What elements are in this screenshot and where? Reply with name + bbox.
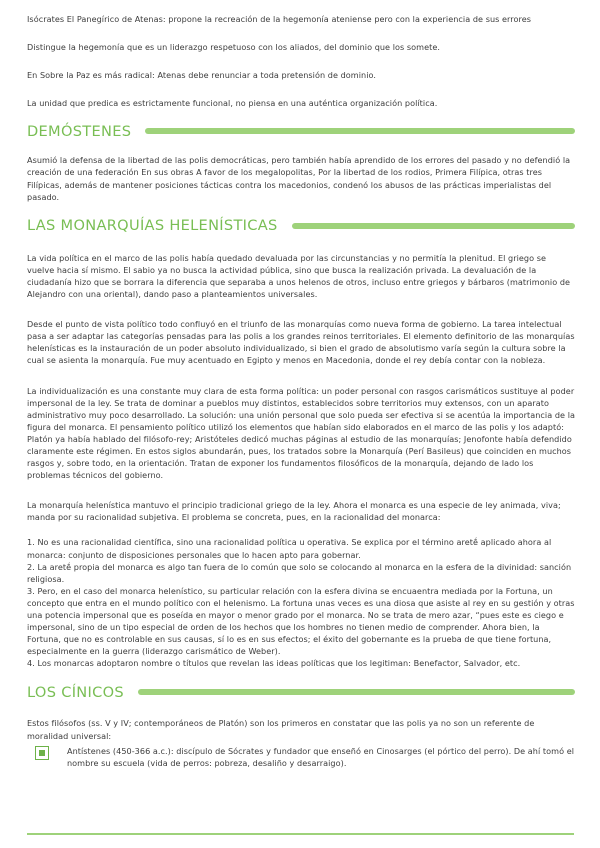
- section-rule: [138, 689, 575, 695]
- checkbox-bullet-icon: [35, 746, 49, 760]
- section-title-demostenes: DEMÓSTENES: [27, 122, 132, 140]
- monarquias-paragraph-3: La individualización es una constante muy clara de esta forma política: un poder personal con rasgos carismáticos sustituye al poder impersonal de la ley. Se trata de dominar a pueblos muy distintos, establecidos sobre territorios muy extensos, con un aparato administrativo muy poco desarrollado. La solución: una unión personal que solo pueda ser efectiva si se acentúa la importancia de la figura del monarca. El pensamiento político utilizó los elementos que habían sido elaborados en el marco de las polis y los adaptó: Platón ya había hablado del filósofo-rey; Aristóteles dedicó muchas páginas al estudio de las monarquías; Jenofonte había defendido claramente este régimen. En estos siglos abundarán, pues, los tratados sobre la Monarquía (Perí Basileus) que coinciden en muchos rasgos y, sobre todo, en la orientación. Tratan de exponer los fundamentos filosóficos de la monarquía, dejando de lado los problemas técnicos del gobierno.: [27, 385, 576, 481]
- list-item: 4. Los monarcas adoptaron nombre o títulos que revelan las ideas políticas que los legitiman: Benefactor, Salvador, etc.: [27, 658, 521, 669]
- section-header-monarquias: [27, 213, 575, 239]
- document-page: [27, 13, 575, 769]
- monarquias-paragraph-2: Desde el punto de vista político todo confluyó en el triunfo de las monarquías como nueva forma de gobierno. La tarea intelectual pasa a ser adaptar las categorías pensadas para las polis a los grandes reinos territoriales. El elemento definitorio de las monarquías helenísticas es la instauración de un poder absoluto individualizado, si bien el grado de absolutismo varía según la cultura sobre la cual se asienta la monarquía. Fue muy acentuado en Egipto y menos en Macedonia, donde el rey debía contar con la nobleza.: [27, 319, 575, 366]
- checklist-item-text: Antístenes (450-366 a.c.): discípulo de Sócrates y fundador que enseñó en Cinosarges (el pórtico del perro). De ahí tomó el nombre su escuela (vida de perros: pobreza, desaliño y desarraigo).: [67, 745, 575, 768]
- section-rule: [292, 223, 575, 229]
- list-item: 2. La aretḗ propia del monarca es algo tan fuera de lo común que solo se colocando al monarca en la esfera de la divinidad: sanción religiosa.: [27, 561, 572, 584]
- cinicos-paragraph: Estos filósofos (ss. V y IV; contemporáneos de Platón) son los primeros en constatar que las polis ya no son un referente de moralidad universal:: [27, 718, 535, 741]
- intro-paragraph-1: Isócrates El Panegírico de Atenas: propone la recreación de la hegemonía ateniense pero con la experiencia de sus errores: [27, 14, 531, 24]
- monarquias-paragraph-1: La vida política en el marco de las polis había quedado devaluada por las circunstancias y no permitía la plenitud. El griego se vuelve hacia sí mismo. El sabio ya no busca la actividad pública, sino que busca la realización privada. La devaluación de la ciudadanía hizo que se borrara la diferencia que separaba a unos helenos de otros, incluso entre griegos y bárbaros (matrimonio de Alejandro con una oriental), dando paso a planteamientos universales.: [27, 252, 571, 300]
- section-header-cinicos: [27, 679, 575, 705]
- section-title-cinicos: LOS CÍNICOS: [27, 683, 124, 701]
- intro-paragraph-4: La unidad que predica es estrictamente funcional, no piensa en una auténtica organización política.: [27, 98, 438, 109]
- section-rule: [145, 128, 575, 134]
- section-header-demostenes: [27, 118, 575, 144]
- checklist-item: [27, 745, 575, 769]
- intro-paragraph-2: Distingue la hegemonía que es un liderazgo respetuoso con los aliados, del dominio que los somete.: [27, 42, 441, 53]
- intro-paragraph-3: En Sobre la Paz es más radical: Atenas debe renunciar a toda pretensión de dominio.: [27, 70, 376, 81]
- monarquias-paragraph-4: La monarquía helenística mantuvo el principio tradicional griego de la ley. Ahora el monarca es una especie de ley animada, viva; manda por su racionalidad subjetiva. El problema se concreta, pues, en la racionalidad del monarca:: [27, 500, 561, 523]
- list-item: 3. Pero, en el caso del monarca helenístico, su particular relación con la esfera divina se encuaentra mediada por la Fortuna, un concepto que entra en el mundo político con el helenismo. La fortuna unas veces es una diosa que asiste al rey en su gestión y otras una potencia impersonal que es poseída en mayor o menor grado por el monarca. No se trata de mero azar, “pues este es ciego e impersonal, sino de un tipo especial de orden de los hechos que los hombres no tienen medio de comprender. Ahora bien, la Fortuna, que no es controlable en sus causas, sí lo es en sus efectos; el éxito del gobernante es la prueba de que tiene fortuna, especialmente en la guerra (liderazgo carismático de Weber).: [27, 585, 575, 657]
- monarca-points-list: [27, 536, 575, 669]
- list-item: 1. No es una racionalidad científica, sino una racionalidad política u operativa. Se explica por el término aretḗ aplicado ahora al monarca: conjunto de disposiciones personales que lo hacen apto para gobernar.: [27, 537, 552, 560]
- footer-rule: [27, 833, 574, 835]
- demostenes-paragraph: Asumió la defensa de la libertad de las polis democráticas, pero también había aprendido de los errores del pasado y no defendió la creación de una federación En sus obras A favor de los megalopolitas, Por la libertad de los rodios, Primera Filípica, otras tres Filípicas, además de mantener posiciones tácticas contra los macedonios, condenó los abusos de las prácticas imperialistas del pasado.: [27, 155, 571, 202]
- section-title-monarquias: LAS MONARQUÍAS HELENÍSTICAS: [27, 217, 278, 235]
